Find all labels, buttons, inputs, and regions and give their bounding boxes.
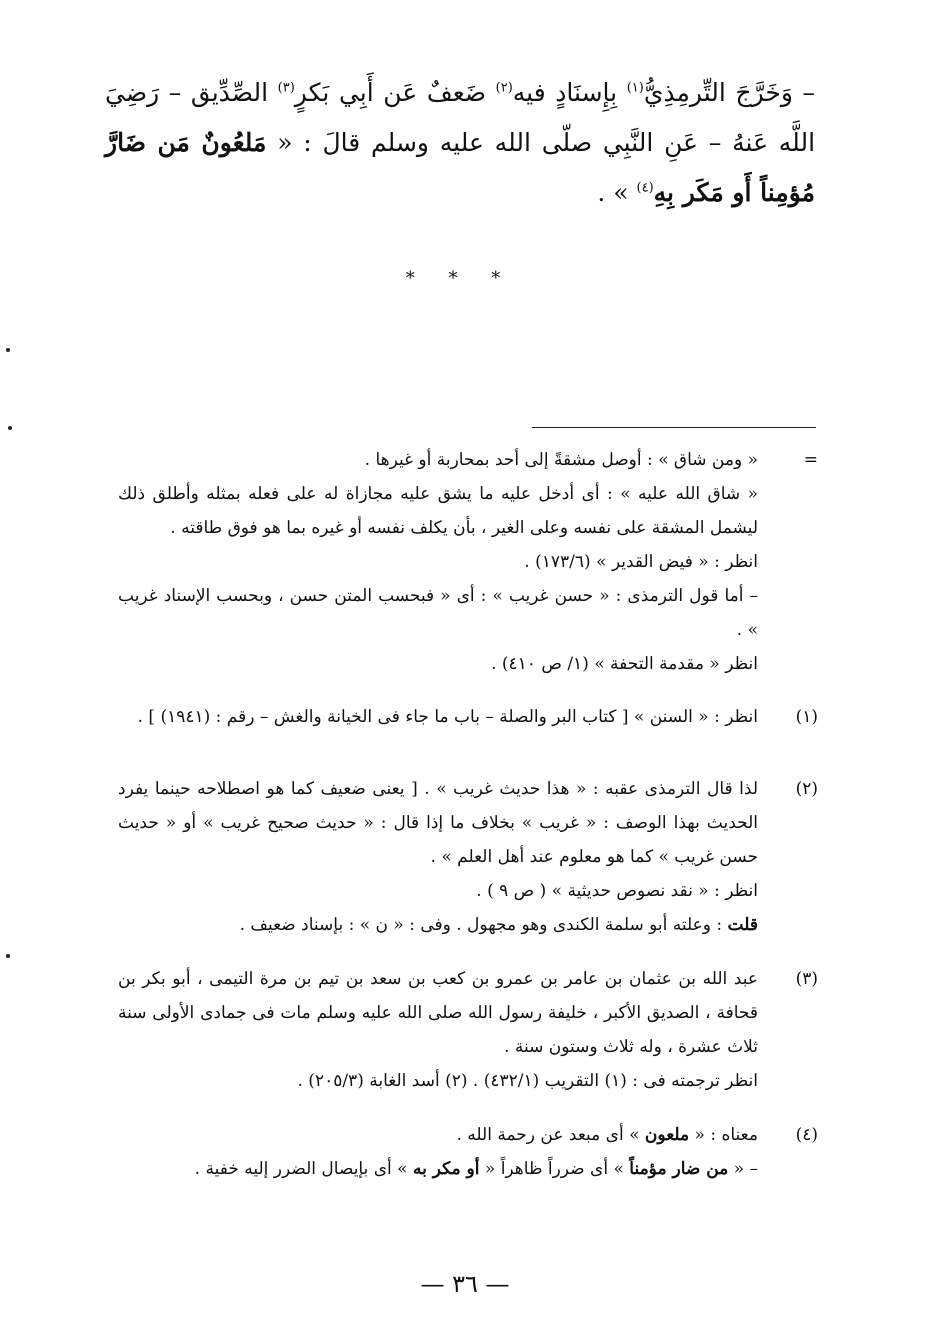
- main-text-part: الصِّدِّيق – رَضِيَ اللَّه عَنهُ – عَنِ النَّبِي صلّى الله عليه وسلم قالَ : «: [105, 78, 816, 157]
- footnote-paragraph: – أما قول الترمذى : « حسن غريب » : أى « فبحسب المتن حسن ، وبحسب الإسناد غريب » .: [118, 586, 758, 640]
- footnote-paragraph: [118, 1152, 758, 1186]
- bold-term: ملعون: [644, 1125, 690, 1145]
- bold-term: من ضار مؤمناً: [629, 1159, 729, 1179]
- scan-speck: [8, 426, 12, 430]
- footnote-paragraph: عبد الله بن عثمان بن عامر بن عمرو بن كعب بن سعد بن تيم بن مرة التيمى ، أبو بكر بن قحافة ، الصديق الأكبر ، خليفة رسول الله صلى الله عليه وسلم مات فى جمادى الأولى سنة ثلاث عشرة ، وله ثلاث وستون سنة .: [118, 969, 758, 1057]
- footnote-2: [118, 772, 818, 942]
- footnote-paragraph: « شاق الله عليه » : أى أدخل عليه ما يشق عليه مجازاة له على فعله بمثله وأطلق ذلك ليشمل المشقة على نفسه وعلى الغير ، بأن يكلف نفسه أو غيره بما هو فوق طاقته .: [118, 484, 758, 538]
- footnote-paragraph: انظر : « السنن » [ كتاب البر والصلة – باب ما جاء فى الخيانة والغش – رقم : (١٩٤١) ] .: [137, 707, 758, 727]
- main-text-part: بِإِسنَادٍ فيه: [512, 78, 627, 107]
- footnote-paragraph: [118, 908, 758, 942]
- footnote-paragraph: انظر : « فيض القدير » (١٧٣/٦) .: [524, 552, 758, 572]
- footnote-text: » أى بإيصال الضرر إليه خفية .: [194, 1159, 413, 1179]
- footnote-1: [118, 700, 818, 734]
- footnote-paragraph: انظر ترجمته فى : (١) التقريب (٤٣٢/١) . (٢) أسد الغابة (٢٠٥/٣) .: [297, 1071, 758, 1091]
- footnote-ref[interactable]: (٣): [277, 80, 295, 96]
- footnote-rule: [532, 427, 816, 428]
- footnote-number: (١): [795, 707, 818, 727]
- footnote-paragraph: انظر « مقدمة التحفة » (١/ ص ٤١٠) .: [491, 654, 758, 674]
- continuation-marker: =: [803, 450, 818, 470]
- footnote-text: : وعلته أبو سلمة الكندى وهو مجهول . وفى : « ن » : بإسناد ضعيف .: [239, 915, 728, 935]
- qult-label: قلت: [727, 915, 758, 935]
- footnote-text: معناه : «: [689, 1125, 758, 1145]
- footnote-paragraph: لذا قال الترمذى عقبه : « هذا حديث غريب » . [ يعنى ضعيف كما هو اصطلاحه حينما يفرد الحديث بهذا الوصف : « غريب » بخلاف ما إذا قال : « حديث صحيح غريب » أو « حديث حسن غريب » كما هو معلوم عند أهل العلم » .: [118, 779, 758, 867]
- footnote-number: (٤): [795, 1125, 818, 1145]
- footnote-text: – «: [728, 1159, 758, 1179]
- footnote-ref[interactable]: (٤): [636, 180, 654, 196]
- bold-term: أو مكر به: [412, 1159, 480, 1179]
- footnote-continuation: [118, 443, 818, 681]
- main-text-part: – وَخَرَّجَ التِّرمِذِيُّ: [643, 78, 815, 107]
- footnote-paragraph: [118, 1118, 758, 1152]
- footnote-4: [118, 1118, 818, 1186]
- footnote-paragraph: « ومن شاق » : أوصل مشقةً إلى أحد بمحاربة أو غيرها .: [364, 450, 758, 470]
- footnote-number: (٣): [795, 969, 818, 989]
- scan-speck: [6, 954, 10, 958]
- footnote-ref[interactable]: (١): [626, 80, 644, 96]
- footnote-number: (٢): [795, 779, 818, 799]
- footnote-ref[interactable]: (٢): [495, 80, 513, 96]
- page-number: — ٣٦ —: [420, 1270, 510, 1298]
- main-text: [105, 68, 815, 218]
- hadith-text: مَلعُونٌ مَن ضَارَّ مُؤمِناً أَو مَكَر بِهِ: [105, 128, 815, 207]
- footnote-3: [118, 962, 818, 1098]
- footnote-paragraph: انظر : « نقد نصوص حديثية » ( ص ٩ ) .: [476, 881, 758, 901]
- main-text-part: » .: [597, 178, 637, 207]
- section-divider: * * *: [405, 268, 515, 289]
- scan-speck: [6, 348, 10, 352]
- main-text-part: ضَعفٌ عَن أَبِي بَكرٍ: [294, 78, 496, 107]
- footnote-text: » أى ضرراً ظاهراً «: [479, 1159, 630, 1179]
- footnote-text: » أى مبعد عن رحمة الله .: [456, 1125, 645, 1145]
